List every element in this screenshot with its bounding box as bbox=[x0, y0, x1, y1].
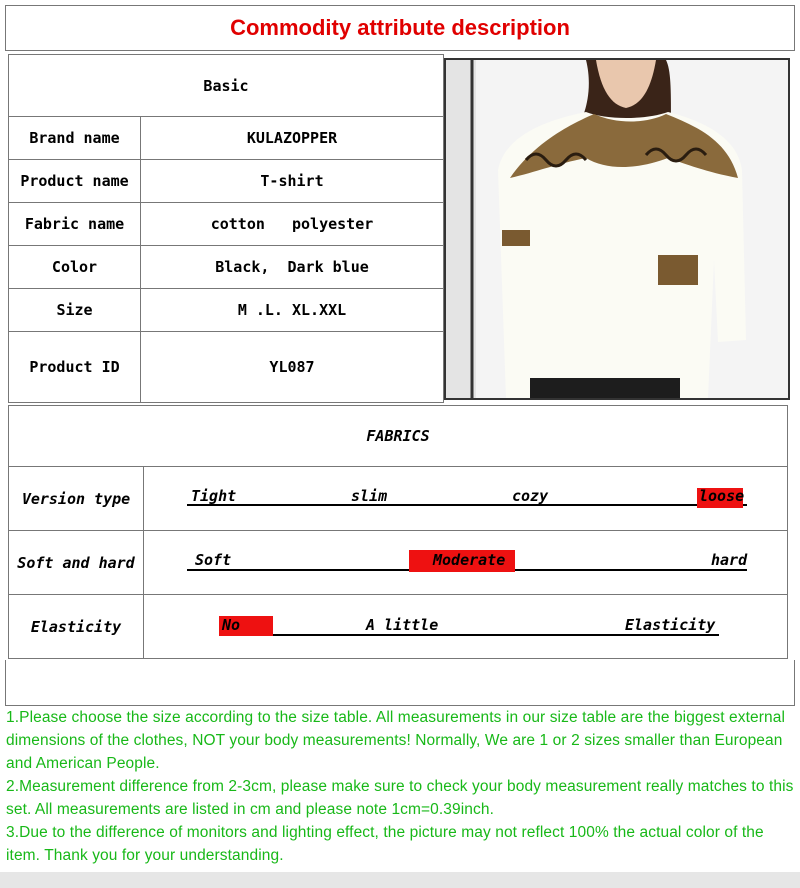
table-row bbox=[9, 160, 444, 203]
note-3: 3.Due to the difference of monitors and lighting effect, the picture may not reflect 100% the actual color of the item. Thank you for your understanding. bbox=[6, 824, 764, 864]
product-photo bbox=[444, 58, 790, 400]
version-type-row bbox=[8, 467, 788, 531]
option-elasticity: Elasticity bbox=[625, 616, 716, 634]
page-title: Commodity attribute description bbox=[230, 15, 570, 40]
product-photo-illustration bbox=[446, 60, 788, 398]
spacer-box bbox=[5, 660, 795, 706]
table-row bbox=[9, 117, 444, 160]
basic-header: Basic bbox=[9, 55, 444, 117]
option-no: No bbox=[222, 616, 241, 634]
fabrics-title: FABRICS bbox=[366, 427, 430, 445]
note-2: 2.Measurement difference from 2-3cm, please make sure to check your body measurement really matches to this set. All measurements are listed in cm and please note 1cm=0.39inch. bbox=[6, 778, 794, 818]
option-moderate: Moderate bbox=[433, 551, 506, 569]
product-id-value: YL087 bbox=[141, 332, 444, 403]
fabrics-header bbox=[8, 405, 788, 467]
option-cozy: cozy bbox=[512, 487, 549, 505]
option-loose: loose bbox=[699, 487, 745, 505]
elasticity-label: Elasticity bbox=[9, 595, 144, 658]
elasticity-scale-line bbox=[219, 634, 719, 636]
brand-name-value: KULAZOPPER bbox=[141, 117, 444, 160]
table-row bbox=[9, 246, 444, 289]
color-label: Color bbox=[9, 246, 141, 289]
bottom-bar bbox=[0, 872, 800, 888]
title-bar bbox=[5, 5, 795, 51]
product-name-label: Product name bbox=[9, 160, 141, 203]
color-value: Black, Dark blue bbox=[141, 246, 444, 289]
version-type-label: Version type bbox=[9, 467, 144, 530]
size-label: Size bbox=[9, 289, 141, 332]
option-hard: hard bbox=[711, 551, 748, 569]
brand-name-label: Brand name bbox=[9, 117, 141, 160]
option-soft: Soft bbox=[195, 551, 232, 569]
fabric-name-value: cotton polyester bbox=[141, 203, 444, 246]
soft-hard-row bbox=[8, 531, 788, 595]
note-1: 1.Please choose the size according to the size table. All measurements in our size table are the biggest external dimensions of the clothes, NOT your body measurements! Normally, We are 1 or 2 sizes smaller than European and American People. bbox=[6, 709, 785, 772]
product-name-value: T-shirt bbox=[141, 160, 444, 203]
version-type-scale-line bbox=[187, 504, 747, 506]
table-header-row bbox=[9, 55, 444, 117]
basic-attributes-table bbox=[8, 54, 444, 403]
product-id-label: Product ID bbox=[9, 332, 141, 403]
option-tight: Tight bbox=[191, 487, 237, 505]
soft-hard-label: Soft and hard bbox=[9, 531, 144, 594]
size-notes bbox=[6, 706, 794, 867]
elasticity-row bbox=[8, 595, 788, 659]
option-a-little: A little bbox=[366, 616, 439, 634]
table-row bbox=[9, 332, 444, 403]
table-row bbox=[9, 203, 444, 246]
fabric-name-label: Fabric name bbox=[9, 203, 141, 246]
option-slim: slim bbox=[351, 487, 388, 505]
table-row bbox=[9, 289, 444, 332]
size-value: M .L. XL.XXL bbox=[141, 289, 444, 332]
